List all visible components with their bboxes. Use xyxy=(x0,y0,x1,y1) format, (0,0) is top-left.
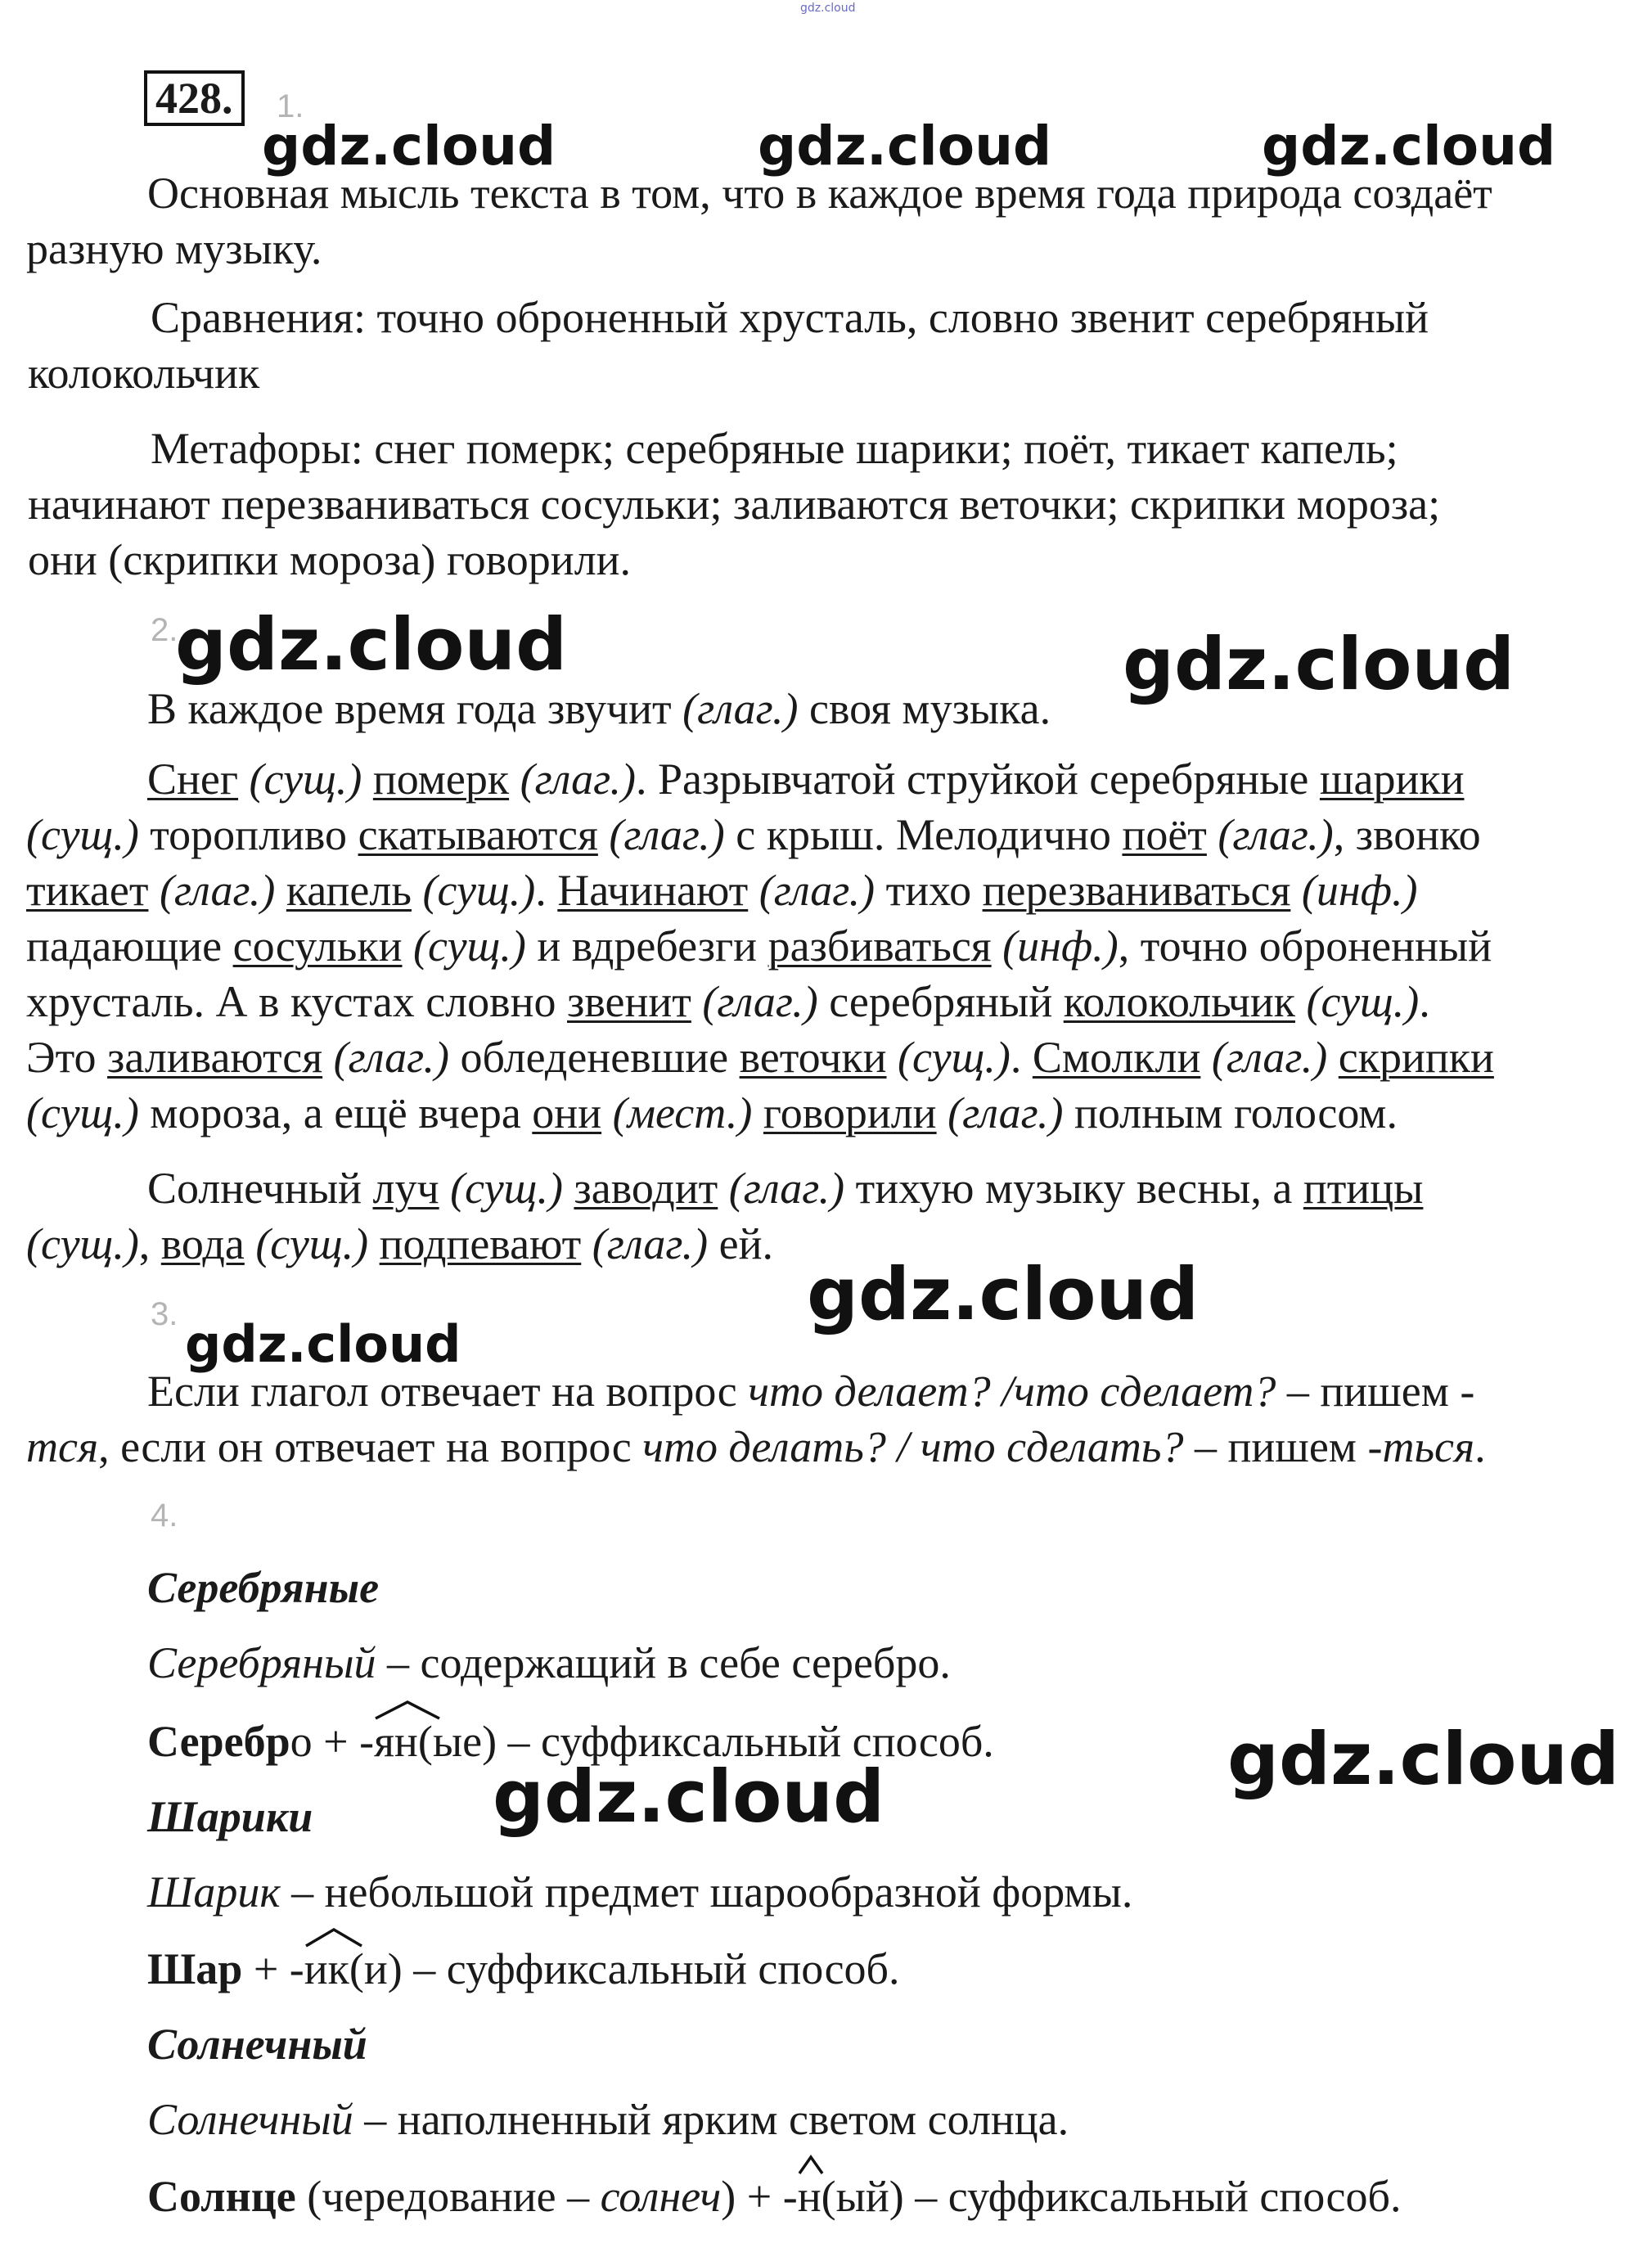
word-formation-serebryanye: Серебро + - ян(ые) – суффиксальный способ. xyxy=(147,1714,994,1769)
suffix-marker: ян xyxy=(374,1714,418,1769)
suffix-marker: ик xyxy=(304,1941,349,1997)
word-heading-solnechny: Солнечный xyxy=(147,2020,367,2069)
comparisons-line-2: колокольчик xyxy=(28,349,260,398)
part-marker-2: 2. xyxy=(151,612,178,648)
watermark: gdz.cloud xyxy=(175,602,568,687)
rule-line-2: тся, если он отвечает на вопрос что делать? / что сделать? – пишем -ться. xyxy=(26,1422,1486,1471)
analysis-line-10: (сущ.), вода (сущ.) подпевают (глаг.) ей. xyxy=(26,1219,774,1268)
analysis-line-2: Снег (сущ.) померк (глаг.). Разрывчатой струйкой серебряные шарики xyxy=(147,754,1465,804)
analysis-line-4: тикает (глаг.) капель (сущ.). Начинают (глаг.) тихо перезваниваться (инф.) xyxy=(26,866,1418,915)
analysis-line-5: падающие сосульки (сущ.) и вдребезги разбиваться (инф.), точно оброненный xyxy=(26,921,1492,971)
watermark: gdz.cloud xyxy=(1227,1717,1620,1801)
watermark: gdz.cloud xyxy=(493,1754,885,1839)
part-marker-3: 3. xyxy=(151,1296,178,1332)
top-watermark: gdz.cloud xyxy=(800,2,856,15)
part-marker-1: 1. xyxy=(277,88,304,124)
metaphors-line-3: они (скрипки мороза) говорили. xyxy=(28,535,632,584)
word-formation-solnechny: Солнце (чередование – солнеч) + - н(ый) – суффиксальный способ. xyxy=(147,2169,1402,2224)
analysis-line-6: хрусталь. А в кустах словно звенит (глаг.) серебряный колокольчик (сущ.). xyxy=(26,977,1430,1026)
suffix-marker: н xyxy=(798,2169,821,2224)
word-definition-serebryanye: Серебряный – содержащий в себе серебро. xyxy=(147,1638,951,1687)
word-heading-serebryanye: Серебряные xyxy=(147,1563,380,1612)
comparisons-line-1: Сравнения: точно оброненный хрусталь, словно звенит серебряный xyxy=(151,293,1429,342)
watermark: gdz.cloud xyxy=(185,1314,461,1374)
analysis-line-8: (сущ.) мороза, а ещё вчера они (мест.) говорили (глаг.) полным голосом. xyxy=(26,1088,1398,1137)
suffix-arc-icon xyxy=(301,1926,367,1949)
word-heading-shariki: Шарики xyxy=(147,1792,313,1841)
word-definition-shariki: Шарик – небольшой предмет шарообразной формы. xyxy=(147,1867,1133,1916)
analysis-line-9: Солнечный луч (сущ.) заводит (глаг.) тихую музыку весны, а птицы xyxy=(147,1164,1424,1213)
watermark: gdz.cloud xyxy=(1262,115,1556,178)
metaphors-line-2: начинают перезваниваться сосульки; заливаются веточки; скрипки мороза; xyxy=(28,480,1441,529)
watermark: gdz.cloud xyxy=(262,115,556,178)
analysis-line-3: (сущ.) торопливо скатываются (глаг.) с крыш. Мелодично поёт (глаг.), звонко xyxy=(26,810,1481,859)
watermark: gdz.cloud xyxy=(758,115,1052,178)
suffix-arc-icon xyxy=(794,2154,827,2177)
exercise-number: 428. xyxy=(144,70,245,126)
metaphors-line-1: Метафоры: снег померк; серебряные шарики; поёт, тикает капель; xyxy=(151,424,1398,473)
word-definition-solnechny: Солнечный – наполненный ярким светом солнца. xyxy=(147,2095,1069,2144)
rule-line-1: Если глагол отвечает на вопрос что делает? /что сделает? – пишем - xyxy=(147,1367,1475,1416)
part-marker-4: 4. xyxy=(151,1498,178,1534)
watermark: gdz.cloud xyxy=(1123,622,1515,706)
suffix-arc-icon xyxy=(371,1699,444,1722)
analysis-line-7: Это заливаются (глаг.) обледеневшие веточки (сущ.). Смолкли (глаг.) скрипки xyxy=(26,1033,1494,1082)
main-idea-line-2: разную музыку. xyxy=(26,224,322,273)
analysis-line-1: В каждое время года звучит (глаг.) своя музыка. xyxy=(147,684,1051,733)
watermark: gdz.cloud xyxy=(807,1252,1200,1336)
word-formation-shariki: Шар + - ик(и) – суффиксальный способ. xyxy=(147,1941,900,1997)
main-idea-line-1: Основная мысль текста в том, что в каждое время года природа создаёт xyxy=(147,169,1492,218)
